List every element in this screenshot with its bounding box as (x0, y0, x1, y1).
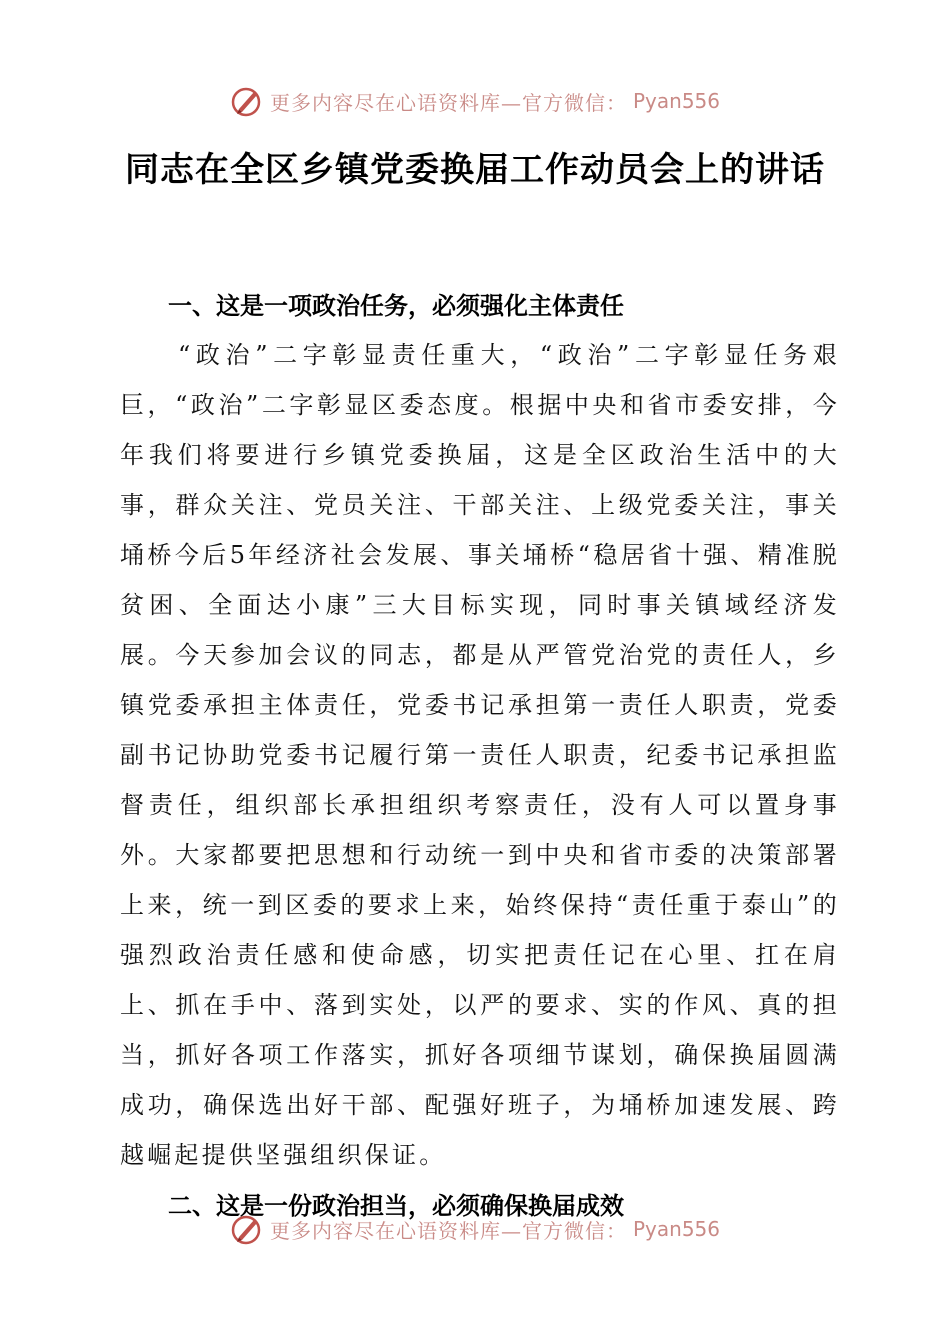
body-paragraph-1: “政治”二字彰显责任重大，“政治”二字彰显任务艰巨，“政治”二字彰显区委态度。根据中央和省市委安排，今年我们将要进行乡镇党委换届，这是全区政治生活中的大事，群众关注、党员关注、干部关注、上级党委关注，事关埇桥今后5年经济社会发展、事关埇桥“稳居省十强、精准脱贫困、全面达小康”三大目标实现，同时事关镇域经济发展。今天参加会议的同志，都是从严管党治党的责任人，乡镇党委承担主体责任，党委书记承担第一责任人职责，党委副书记协助党委书记履行第一责任人职责，纪委书记承担监督责任，组织部长承担组织考察责任，没有人可以置身事外。大家都要把思想和行动统一到中央和省市委的决策部署上来，统一到区委的要求上来，始终保持“责任重于泰山”的强烈政治责任感和使命感，切实把责任记在心里、扛在肩上、抓在手中、落到实处，以严的要求、实的作风、真的担当，抓好各项工作落实，抓好各项细节谋划，确保换届圆满成功，确保选出好干部、配强好班子，为埇桥加速发展、跨越崛起提供坚强组织保证。 (120, 341, 840, 1169)
section-heading-1: 一、这是一项政治任务，必须强化主体责任 (168, 292, 624, 320)
watermark-footer (0, 1212, 950, 1246)
watermark-text: 更多内容尽在心语资料库—官方微信： (269, 1218, 627, 1243)
watermark-header (0, 84, 950, 118)
document-body (120, 282, 840, 1230)
document-title: 同志在全区乡镇党委换届工作动员会上的讲话 (125, 150, 825, 190)
watermark-wechat-id: Pyan556 (632, 89, 720, 113)
section-heading-2: 二、这是一份政治担当，必须确保换届成效 (168, 1192, 624, 1220)
pen-logo-icon (230, 84, 264, 118)
pen-logo-icon (230, 1212, 264, 1246)
watermark-wechat-id: Pyan556 (632, 1217, 720, 1241)
watermark-text: 更多内容尽在心语资料库—官方微信： (269, 90, 627, 115)
